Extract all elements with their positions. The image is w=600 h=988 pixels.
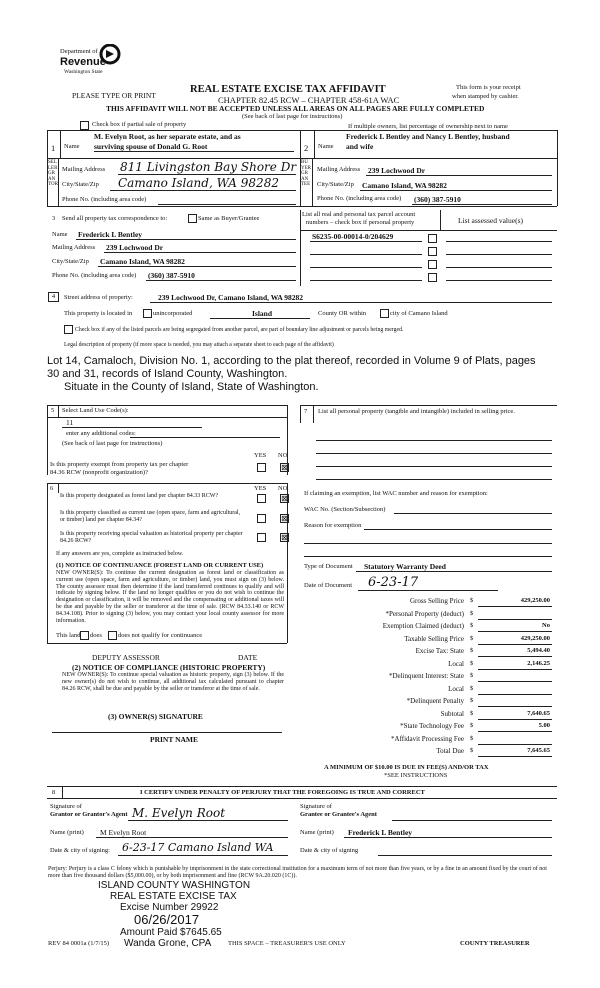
corr-mailing-label: Mailing Address [52,244,96,251]
grantee-phone-value: (360) 387-5910 [414,195,461,204]
grantor-date-city: 6-23-17 Camano Island WA [122,841,274,854]
tax-row-label: Excise Tax: State [415,647,464,655]
document-date-label: Date of Document [304,582,353,589]
grantor-mailing-label: Mailing Address [62,166,106,173]
corr-city-label: City/State/Zip [52,258,89,265]
tax-row-line [478,719,552,720]
receipt-note-1: This form is your receipt [456,84,521,91]
exempt-question-2: 84.36 RCW (nonprofit organization)? [50,469,148,476]
land-use-label: Select Land Use Code(s): [62,407,129,414]
grantee-city-value: Camano Island, WA 98282 [362,181,447,190]
tax-row-currency: $ [470,597,474,604]
stamp-line-1: ISLAND COUNTY WASHINGTON [98,880,251,891]
section5-number: 5 [51,407,55,414]
tax-row-label: *Delinquent Penalty [406,697,464,705]
does-not-checkbox[interactable] [108,631,117,640]
parcel-header-1: List all real and personal tax parcel account [302,211,416,218]
parcel-number: S6235-00-00014-0/204629 [312,232,394,241]
grantee-sig-label-1: Signature of [300,803,332,810]
parcel-3-checkbox[interactable] [428,260,437,269]
located-label: This property is located in [64,310,133,317]
city-label: city of Camano Island [390,310,448,317]
grantor-city-label: City/State/Zip [62,181,99,188]
tax-row-line [478,681,552,682]
tax-row-label: *Delinquent Interest: State [388,672,464,680]
tax-row-currency: $ [470,672,474,679]
agency-line3: Washington State [64,69,103,75]
form-revision: REV 84 0001a (1/7/15) [48,940,110,947]
section5-yes: YES [254,452,267,459]
additional-codes-label: enter any additional codes: [66,430,136,437]
corr-name-label: Name [52,231,68,238]
grantor-print-label: Name (print) [50,829,84,836]
tax-row-value: 5,494.40 [527,647,550,654]
notice1-text: NEW OWNER(S): To continue the current designation as forest land or classification as current use (open space, farm and agriculture, or timber) land, you must sign on (3) below. The county assessor must then determine if the land transferred continues to qualify and will indicate by signing below. If the land no longer qualifies or you do not wish to continue the designation or classification, it will be removed and the compensating or additional taxes will be due and payable by the seller or transferor at the time of sale. (RCW 84.33.140 or RCW 84.34.108). Prior to signing (3) below, you may contact your local county assessor for more information. [56,570,284,624]
exemption-reason-label: Reason for exemption [304,522,362,529]
tax-row-line [478,631,552,632]
grantee-date-label: Date & city of signing [300,847,359,854]
does-checkbox[interactable] [80,631,89,640]
tax-row-value: 429,250.00 [520,597,550,604]
grantor-phone-label: Phone No. (including area code) [62,196,147,203]
tax-row-currency: $ [470,622,474,629]
tax-row-label: Local [448,659,464,668]
segregated-label: Check box if any of the listed parcels are being segregated from another parcel, are part of boundary line adjustment or parcels being merged. [75,327,404,333]
if-yes-note: If any answers are yes, complete as instructed below. [56,551,184,557]
stamp-line-3: Excise Number 29922 [120,902,219,913]
correspondence-label: Send all property tax correspondence to: [62,215,168,222]
historic-no-checkbox[interactable]: ⊠ [281,533,288,542]
notice2-text: NEW OWNER(S): To continue special valuation as historic property, sign (3) below. If the new owner(s) do not wish to continue, all additional tax calculated pursuant to chapter 84.26 RCW, shall be due and payable by the seller or transferor at the time of sale. [62,672,284,692]
corr-mailing-value: 239 Lochwood Dr [106,243,164,252]
current-use-yes-checkbox[interactable] [257,514,266,523]
exempt-no-checkbox[interactable]: ⊠ [281,463,288,472]
tax-row-label: *Affidavit Processing Fee [391,734,464,743]
grantee-print-name: Frederick L Bentley [348,828,413,837]
parcel-1-checkbox[interactable] [428,234,437,243]
forest-yes-checkbox[interactable] [257,494,266,503]
grantee-name-line1: Frederick L Bentley and Nancy L Bentley, husband [346,132,510,141]
buyer-side-label: BUYER GRANTEE [301,160,311,187]
grantor-signature: M. Evelyn Root [132,806,226,820]
tax-row-line [478,731,552,732]
stamp-date: 06/26/2017 [134,912,200,927]
form-title: REAL ESTATE EXCISE TAX AFFIDAVIT [190,84,386,95]
corr-city-value: Camano Island, WA 98282 [100,257,185,266]
tax-row-line [478,756,552,757]
grantor-sig-label-2: Grantor or Grantor's Agent [50,811,128,818]
same-as-buyer-checkbox[interactable] [188,214,197,223]
assessed-header: List assessed value(s) [458,216,523,225]
section8-number: 8 [52,789,56,796]
tax-row-currency: $ [470,697,474,704]
grantor-name-line2: surviving spouse of Donald G. Root [94,142,294,152]
exempt-question-1: Is this property exempt from property tax per chapter [50,461,189,468]
certify-statement: I CERTIFY UNDER PENALTY OF PERJURY THAT THE FOREGOING IS TRUE AND CORRECT [140,789,425,796]
personal-property-label: List all personal property (tangible and intangible) included in selling price. [318,408,515,415]
grantee-name-line2: and wife [346,142,374,151]
section7-number: 7 [304,408,308,415]
agency-line2: Revenue [60,56,106,68]
tax-row-currency: $ [470,747,474,754]
grantee-sig-label-2: Grantee or Grantee's Agent [300,811,377,818]
tax-row-label: Total Due [436,747,464,755]
see-back: (See back of last page for instructions) [242,113,343,120]
current-use-question: Is this property classified as current use (open space, farm and agricultural, or timber) land per chapter 84.34? [60,510,241,523]
tax-row-value: 429,250.00 [520,634,550,642]
tax-row-label: *Personal Property (deduct) [385,609,464,618]
section3-number: 3 [52,215,56,222]
grantor-city-value: Camano Island, WA 98282 [118,176,279,190]
parcel-header-2: numbers – check box if personal property [306,219,415,226]
stamp-signer: Wanda Grone, CPA [124,938,212,949]
notice2-title: (2) NOTICE OF COMPLIANCE (HISTORIC PROPERTY) [72,663,266,672]
grantor-mailing-value: 811 Livingston Bay Shore Dr [120,160,297,174]
tax-row-currency: $ [470,659,474,667]
assessor-date-label: DATE [238,653,258,662]
forest-question: Is this property designated as forest land per chapter 84.33 RCW? [60,493,219,499]
corr-phone-value: (360) 387-5910 [148,271,195,280]
section2-number: 2 [304,143,309,153]
tax-row-label: Taxable Selling Price [404,634,464,643]
tax-row-label: Local [448,684,464,693]
tax-row-line [478,706,552,707]
tax-row-label: Exemption Claimed (deduct) [382,622,464,630]
county-label: County OR within [318,310,367,317]
legal-line-2: 30 and 31, records of Island County, Washington. [47,368,288,380]
legal-line-1: Lot 14, Camaloch, Division No. 1, according to the plat thereof, recorded in Volume 9 of Plats, pages [47,355,536,367]
agency-line1: Department of [60,48,98,55]
section5-no: NO [278,452,288,459]
county-treasurer: COUNTY TREASURER [460,940,530,947]
tax-row-line [478,656,552,657]
tax-row-currency: $ [470,734,474,742]
historic-yes-checkbox[interactable] [257,533,266,542]
current-use-no-checkbox[interactable]: ⊠ [281,514,288,523]
legal-desc-label: Legal description of property (if more space is needed, you may attach a separate sheet to each page of the affidavit) [64,342,334,348]
grantee-name-label: Name [318,143,334,150]
partial-sale-label: Check box if partial sale of property [92,121,187,128]
tax-row-value: No [542,622,550,629]
grantor-name-line1: M. Evelyn Root, as her separate estate, and as [94,132,241,141]
tax-row-currency: $ [470,709,474,717]
section1-number: 1 [51,143,56,153]
tax-row-value: 5.00 [538,722,550,729]
corr-name-value: Frederick L Bentley [78,230,143,239]
does-not-label: does not qualify for continuance [118,632,203,639]
grantor-name-label: Name [64,143,80,150]
grantee-print-label: Name (print) [300,829,334,836]
tax-row-label: Gross Selling Price [409,597,464,605]
please-type: PLEASE TYPE OR PRINT [72,91,156,100]
this-land-label: This land [56,632,81,639]
tax-row-currency: $ [470,722,474,729]
receipt-note-2: when stamped by cashier. [452,93,519,100]
print-name-label: PRINT NAME [150,735,198,744]
same-as-buyer-label: Same as Buyer/Grantee [198,215,260,222]
seller-side-label: SELLER GRANTOR [48,160,58,187]
tax-row-value: 2,146.25 [527,659,550,667]
section6-no: NO [278,485,288,492]
stamp-amount: Amount Paid $7645.65 [120,927,222,938]
exempt-yes-checkbox[interactable] [257,463,266,472]
segregated-checkbox[interactable] [64,325,73,334]
land-use-value: 11 [66,418,74,427]
grantor-sig-label-1: Signature of [50,803,82,810]
parcel-2-checkbox[interactable] [428,247,437,256]
exemption-label: If claiming an exemption, list WAC number and reason for exemption: [304,490,488,497]
tax-row-currency: $ [470,684,474,692]
tax-row-line [478,744,552,745]
warning: THIS AFFIDAVIT WILL NOT BE ACCEPTED UNLESS ALL AREAS ON ALL PAGES ARE FULLY COMPLETED [106,104,485,113]
perjury-notice: Perjury: Perjury is a class C felony which is punishable by imprisonment in the state correctional institution for a maximum term of not more than five years, or by a fine in an amount fixed by the court of not more than five thousand dollars ($5,000.00), or by both imprisonment and fine (RCW 9A.20.020 (1C)). [48,866,547,879]
grantee-mailing-label: Mailing Address [317,166,361,173]
stamp-line-2: REAL ESTATE EXCISE TAX [110,891,237,902]
tax-row-line [478,606,552,607]
document-type-value: Statutory Warranty Deed [364,562,446,571]
see-instructions-note: *SEE INSTRUCTIONS [384,772,448,779]
street-value: 239 Lochwood Dr, Camano Island, WA 98282 [158,293,304,302]
tax-row-currency: $ [470,609,474,617]
dor-logo [60,44,130,78]
grantee-city-label: City/State/Zip [317,181,354,188]
city-checkbox[interactable] [380,309,389,318]
corr-phone-label: Phone No. (including area code) [52,272,137,279]
section5-see-back: (See back of last page for instructions) [62,440,163,447]
document-type-label: Type of Document [304,563,353,570]
section4-number: 4 [48,292,59,302]
document-date-value: 6-23-17 [368,575,419,590]
form-chapter: CHAPTER 82.45 RCW – CHAPTER 458-61A WAC [218,95,400,105]
multiple-owners-note: If multiple owners, list percentage of ownership next to name [348,123,508,130]
unincorporated-checkbox[interactable] [143,309,152,318]
parcel-4-checkbox[interactable] [428,273,437,282]
street-label: Street address of property: [64,294,133,301]
grantee-mailing-value: 239 Lochwood Dr [368,166,426,175]
tax-row-line [478,619,552,620]
tax-row-line [478,669,552,670]
notice1-title: (1) NOTICE OF CONTINUANCE (FOREST LAND OR CURRENT USE) [56,562,264,569]
wac-number-label: WAC No. (Section/Subsection) [304,506,386,513]
does-label: does [90,632,102,639]
deputy-assessor-label: DEPUTY ASSESSOR [92,653,160,662]
tax-row-currency: $ [470,647,474,654]
tax-row-value: 7,640.65 [527,709,550,717]
minimum-fee-note: A MINIMUM OF $10.00 IS DUE IN FEE(S) AND/OR TAX [324,764,489,771]
county-value: Island [252,309,273,318]
tax-row-label: *State Technology Fee [400,722,464,730]
section6-yes: YES [254,485,267,492]
grantor-print-name: M Evelyn Root [100,828,147,837]
owner-signature-label: (3) OWNER(S) SIGNATURE [108,712,203,721]
tax-row-currency: $ [470,634,474,642]
partial-sale-checkbox[interactable] [80,121,89,130]
tax-row-line [478,644,552,645]
tax-row-label: Subtotal [440,709,464,718]
tax-row-line [478,694,552,695]
treasurer-space: THIS SPACE – TREASURER'S USE ONLY [228,940,346,947]
section6-number: 6 [50,485,54,492]
forest-no-checkbox[interactable]: ⊠ [281,494,288,503]
legal-line-3: Situate in the County of Island, State of Washington. [64,381,319,393]
grantee-phone-label: Phone No. (including area code) [317,195,402,202]
unincorporated-label: unincorporated [153,310,193,317]
historic-question: Is this property receiving special valuation as historical property per chapter 84.26 RCW? [60,531,243,544]
grantor-date-label: Date & city of signing: [50,847,110,854]
tax-row-value: 7,645.65 [527,747,550,754]
